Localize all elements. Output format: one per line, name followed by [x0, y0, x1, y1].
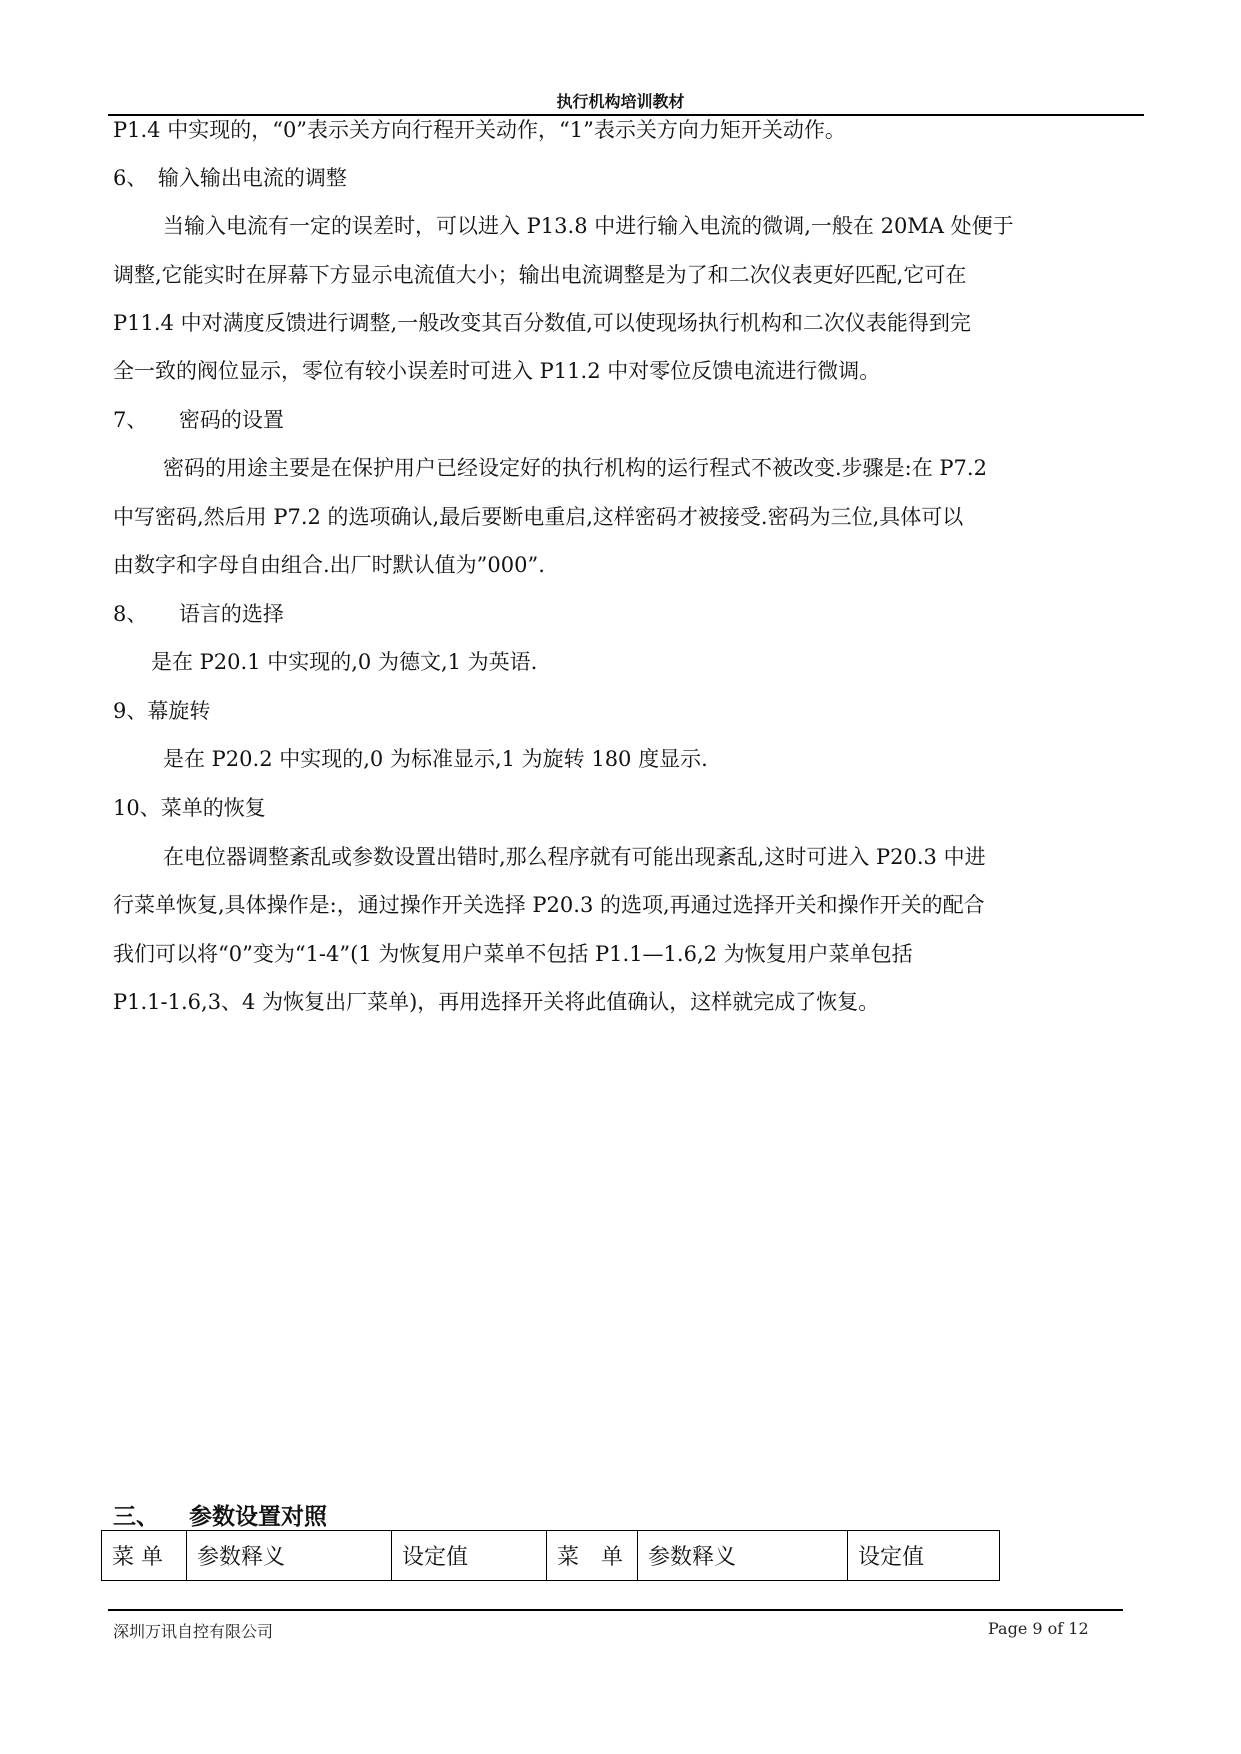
- body-line: 行菜单恢复,具体操作是:，通过操作开关选择 P20.3 的选项,再通过选择开关和操作开关的配合: [113, 893, 985, 917]
- body-line: P1.4 中实现的，“0”表示关方向行程开关动作，“1”表示关方向力矩开关动作。: [113, 118, 846, 142]
- subheading-language: 8、 语言的选择: [113, 602, 284, 626]
- table-header-cell: 设定值: [848, 1531, 1000, 1581]
- table-header-cell: 参数释义: [187, 1531, 392, 1581]
- table-header-cell: 设定值: [392, 1531, 547, 1581]
- table-header-cell: 菜 单: [102, 1531, 187, 1581]
- body-line: 密码的用途主要是在保护用户已经设定好的执行机构的运行程式不被改变.步骤是:在 P7.2: [163, 456, 987, 480]
- footer-company: 深圳万讯自控有限公司: [113, 1622, 274, 1641]
- section-number: 三、: [113, 1504, 159, 1530]
- subheading-password: 7、 密码的设置: [113, 408, 284, 432]
- body-line: 当输入电流有一定的误差时，可以进入 P13.8 中进行输入电流的微调,一般在 20MA 处便于: [163, 214, 1014, 238]
- footer-page-number: Page 9 of 12: [988, 1619, 1089, 1638]
- body-line: 是在 P20.2 中实现的,0 为标准显示,1 为旋转 180 度显示.: [163, 747, 708, 771]
- section-title: 参数设置对照: [189, 1504, 327, 1530]
- table-header-cell: 参数释义: [638, 1531, 848, 1581]
- body-line: 调整,它能实时在屏幕下方显示电流值大小；输出电流调整是为了和二次仪表更好匹配,它可在: [113, 263, 967, 287]
- body-line: 全一致的阀位显示，零位有较小误差时可进入 P11.2 中对零位反馈电流进行微调。: [113, 359, 881, 383]
- section-heading: [113, 1498, 327, 1531]
- body-line: 我们可以将“0”变为“1-4”(1 为恢复用户菜单不包括 P1.1—1.6,2 为恢复用户菜单包括: [113, 942, 913, 966]
- body-line: 由数字和字母自由组合.出厂时默认值为”000”.: [113, 553, 545, 577]
- body-line: 中写密码,然后用 P7.2 的选项确认,最后要断电重启,这样密码才被接受.密码为三位,具体可以: [113, 505, 964, 529]
- table-header-cell: 菜 单: [547, 1531, 638, 1581]
- subheading-screen-rotation: 9、幕旋转: [113, 699, 211, 723]
- body-line: P1.1-1.6,3、4 为恢复出厂菜单)，再用选择开关将此值确认，这样就完成了恢复。: [113, 990, 880, 1014]
- subheading-menu-restore: 10、菜单的恢复: [113, 796, 266, 820]
- footer-divider: [108, 1609, 1123, 1611]
- body-line: 是在 P20.1 中实现的,0 为德文,1 为英语.: [151, 650, 538, 674]
- document-header-title: 执行机构培训教材: [556, 92, 685, 111]
- parameter-table: [101, 1530, 1000, 1581]
- body-line: 在电位器调整紊乱或参数设置出错时,那么程序就有可能出现紊乱,这时可进入 P20.3 中进: [163, 845, 986, 869]
- body-line: P11.4 中对满度反馈进行调整,一般改变其百分数值,可以使现场执行机构和二次仪表能得到完: [113, 311, 971, 335]
- subheading-io-current: 6、 输入输出电流的调整: [113, 166, 347, 190]
- table-header-row: [102, 1531, 1000, 1581]
